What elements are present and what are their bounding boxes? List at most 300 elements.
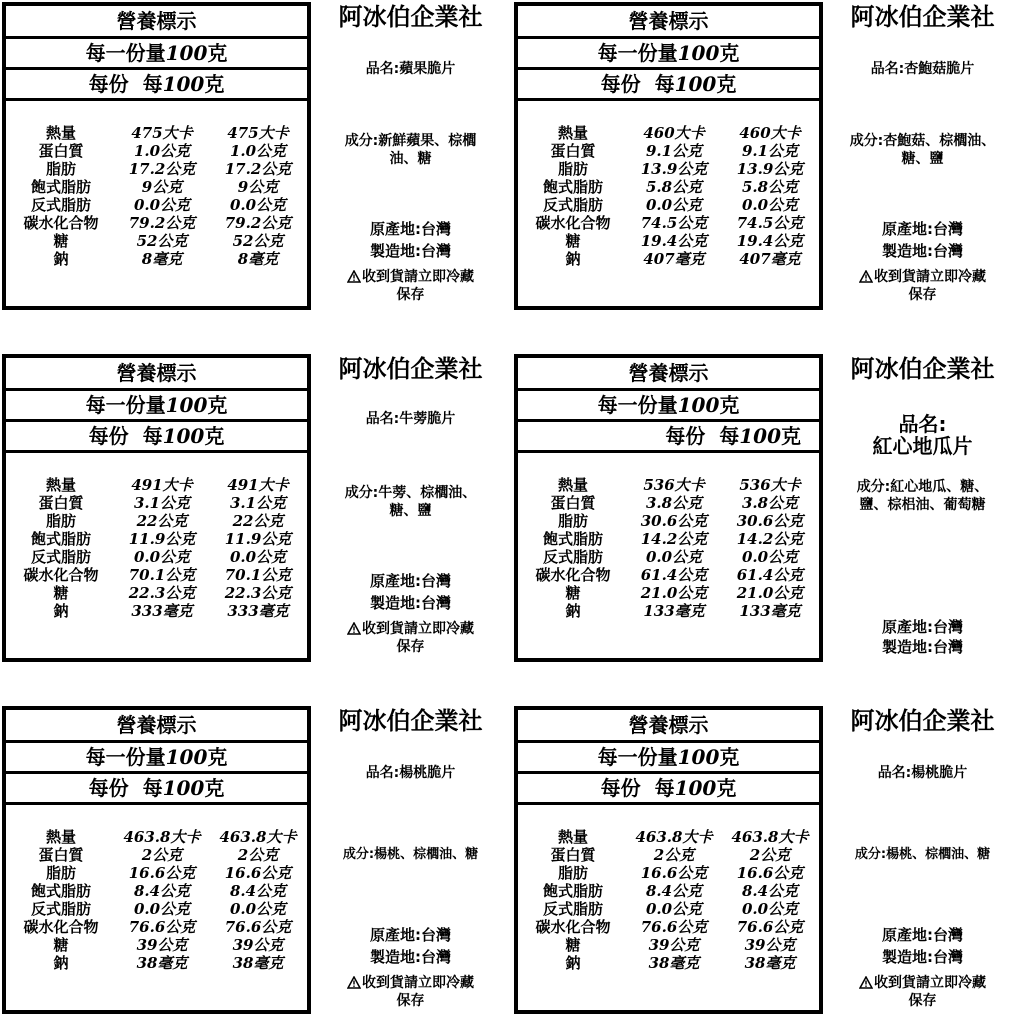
serving-number: 100 [165, 41, 208, 65]
nutrient-row-sodium [518, 954, 819, 972]
nutrient-per-serving: 3.1公克 [133, 494, 191, 512]
nutrient-name: 脂肪 [45, 512, 76, 530]
nutrient-name: 碳水化合物 [23, 566, 99, 584]
nutrient-row-carbohydrate [6, 214, 307, 232]
nutrient-row-fat [518, 160, 819, 178]
nutrient-name: 蛋白質 [38, 494, 84, 512]
nutrition-facts-box [2, 706, 311, 1014]
nutrient-name: 糖 [53, 232, 69, 250]
nutrient-per-100g: 22.3公克 [224, 584, 292, 602]
per100-prefix: 每 [142, 776, 163, 800]
serving-size-row [6, 391, 307, 422]
nutrient-name: 蛋白質 [38, 846, 84, 864]
manufacture-place: 製造地:台灣 [882, 638, 963, 656]
nutrition-facts-box [514, 2, 823, 310]
per100-prefix: 每 [142, 72, 163, 96]
nutrient-row-sodium [518, 602, 819, 620]
origin: 原產地:台灣 [370, 572, 451, 590]
nutrient-per-serving: 463.8大卡 [635, 828, 713, 846]
serving-unit: 克 [719, 41, 740, 65]
nutrient-name: 糖 [53, 936, 69, 954]
warning-text: 收到貨請立即冷藏 [362, 975, 474, 991]
nutrient-per-100g: 11.9公克 [224, 530, 292, 548]
nutrient-name: 碳水化合物 [535, 214, 611, 232]
per100-unit: 克 [716, 72, 737, 96]
product-name: 品名:蘋果脆片 [365, 61, 456, 77]
storage-warning [825, 268, 1020, 286]
warning-text-line-2: 保存 [396, 287, 425, 303]
per100-number: 100 [162, 424, 205, 448]
nutrient-per-100g: 0.0公克 [741, 548, 799, 566]
storage-warning [313, 268, 508, 286]
nutrient-table [518, 124, 819, 268]
column-header-row [6, 422, 307, 453]
serving-prefix: 每一份量 [597, 745, 678, 769]
ingredients-line-1: 成分:杏鮑菇、棕櫚油、 [849, 133, 996, 149]
nutrient-per-serving: 133毫克 [643, 602, 705, 620]
nutrient-per-serving: 79.2公克 [128, 214, 196, 232]
nutrition-header: 營養標示 [518, 358, 819, 391]
column-header-row [518, 774, 819, 805]
nutrition-facts-box [2, 354, 311, 662]
nutrition-header: 營養標示 [6, 710, 307, 743]
per100-unit: 克 [204, 72, 225, 96]
column-header-row [518, 70, 819, 101]
nutrient-name: 反式脂肪 [30, 548, 91, 566]
nutrient-per-100g: 0.0公克 [229, 900, 287, 918]
nutrient-per-100g: 475大卡 [227, 124, 289, 142]
company-name: 阿冰伯企業社 [338, 3, 483, 31]
column-header-row [518, 422, 819, 453]
column-header-row [6, 70, 307, 101]
nutrition-header: 營養標示 [518, 6, 819, 39]
ingredients-line-1: 成分:楊桃、棕櫚油、糖 [342, 847, 479, 862]
nutrient-name: 脂肪 [557, 512, 588, 530]
per-serving-label: 每份 [665, 424, 706, 448]
nutrient-name: 飽式脂肪 [30, 530, 91, 548]
warning-icon [347, 976, 361, 989]
nutrient-per-serving: 39公克 [136, 936, 188, 954]
nutrient-per-100g: 9.1公克 [741, 142, 799, 160]
nutrient-per-serving: 13.9公克 [640, 160, 708, 178]
product-name: 品名:牛蒡脆片 [365, 411, 456, 427]
nutrient-per-serving: 8.4公克 [133, 882, 191, 900]
nutrient-per-serving: 39公克 [648, 936, 700, 954]
nutrient-per-100g: 16.6公克 [736, 864, 804, 882]
nutrient-row-protein [518, 494, 819, 512]
nutrient-row-saturated-fat [6, 178, 307, 196]
per-serving-label: 每份 [88, 424, 129, 448]
nutrient-row-sodium [518, 250, 819, 268]
nutrient-table [6, 828, 307, 972]
nutrient-per-100g: 2公克 [237, 846, 279, 864]
per100-number: 100 [674, 72, 717, 96]
nutrient-row-sugar [6, 584, 307, 602]
nutrient-per-serving: 17.2公克 [128, 160, 196, 178]
serving-number: 100 [677, 393, 720, 417]
label-burdock-chips [0, 352, 508, 668]
product-name: 品名:杏鮑菇脆片 [870, 61, 975, 77]
nutrient-row-trans-fat [518, 548, 819, 566]
nutrient-row-fat [6, 160, 307, 178]
nutrient-per-serving: 460大卡 [643, 124, 705, 142]
nutrient-name: 鈉 [565, 954, 581, 972]
nutrient-per-serving: 30.6公克 [640, 512, 708, 530]
origin: 原產地:台灣 [370, 926, 451, 944]
nutrient-per-100g: 39公克 [744, 936, 796, 954]
nutrient-row-sugar [518, 232, 819, 250]
nutrient-name: 熱量 [45, 828, 76, 846]
nutrient-per-100g: 39公克 [232, 936, 284, 954]
nutrient-row-saturated-fat [518, 530, 819, 548]
per100-unit: 克 [781, 424, 801, 448]
manufacture-place: 製造地:台灣 [882, 948, 963, 966]
nutrient-per-serving: 491大卡 [131, 476, 193, 494]
serving-number: 100 [165, 393, 208, 417]
serving-prefix: 每一份量 [85, 745, 166, 769]
per-serving-label: 每份 [600, 72, 641, 96]
serving-prefix: 每一份量 [597, 41, 678, 65]
company-name: 阿冰伯企業社 [850, 3, 995, 31]
nutrient-per-100g: 0.0公克 [741, 196, 799, 214]
nutrient-row-protein [6, 846, 307, 864]
warning-text: 收到貨請立即冷藏 [362, 269, 474, 285]
warning-text-line-2: 保存 [396, 993, 425, 1009]
nutrient-row-energy [518, 828, 819, 846]
storage-warning [313, 620, 508, 638]
nutrient-per-100g: 8.4公克 [229, 882, 287, 900]
nutrient-per-serving: 9.1公克 [645, 142, 703, 160]
nutrient-per-serving: 407毫克 [643, 250, 705, 268]
warning-text-line-2: 保存 [908, 287, 937, 303]
nutrient-per-100g: 3.1公克 [229, 494, 287, 512]
nutrient-row-carbohydrate [518, 214, 819, 232]
nutrient-per-100g: 19.4公克 [736, 232, 804, 250]
nutrient-name: 熱量 [45, 124, 76, 142]
nutrient-per-100g: 536大卡 [739, 476, 801, 494]
serving-size-row [6, 39, 307, 70]
nutrient-name: 飽式脂肪 [542, 178, 603, 196]
serving-size-row [518, 391, 819, 422]
nutrient-row-trans-fat [6, 900, 307, 918]
per100-prefix: 每 [719, 424, 740, 448]
company-name: 阿冰伯企業社 [338, 707, 483, 735]
nutrient-per-serving: 22.3公克 [128, 584, 196, 602]
serving-unit: 克 [207, 745, 228, 769]
label-apple-chips [0, 0, 508, 316]
nutrition-header: 營養標示 [518, 710, 819, 743]
nutrient-per-serving: 70.1公克 [128, 566, 196, 584]
ingredients-line-1: 成分:牛蒡、棕櫚油、 [344, 485, 477, 501]
nutrient-row-fat [518, 512, 819, 530]
nutrient-per-100g: 1.0公克 [229, 142, 287, 160]
product-info [313, 704, 508, 1020]
serving-unit: 克 [207, 393, 228, 417]
nutrient-per-100g: 76.6公克 [736, 918, 804, 936]
warning-text: 收到貨請立即冷藏 [362, 621, 474, 637]
storage-warning [313, 974, 508, 992]
nutrient-per-serving: 21.0公克 [640, 584, 708, 602]
nutrient-per-serving: 463.8大卡 [123, 828, 201, 846]
nutrient-name: 熱量 [557, 476, 588, 494]
nutrient-per-100g: 0.0公克 [229, 196, 287, 214]
manufacture-place: 製造地:台灣 [370, 594, 451, 612]
nutrient-row-protein [518, 846, 819, 864]
per100-number: 100 [162, 776, 205, 800]
nutrient-name: 脂肪 [45, 160, 76, 178]
nutrition-header: 營養標示 [6, 6, 307, 39]
column-header-row [6, 774, 307, 805]
nutrient-per-100g: 61.4公克 [736, 566, 804, 584]
nutrient-name: 碳水化合物 [535, 566, 611, 584]
nutrient-per-100g: 74.5公克 [736, 214, 804, 232]
product-name-line-1: 品名: [898, 412, 947, 436]
nutrient-row-carbohydrate [518, 918, 819, 936]
nutrient-row-protein [6, 494, 307, 512]
nutrient-per-serving: 0.0公克 [645, 548, 703, 566]
serving-number: 100 [165, 745, 208, 769]
ingredients-line-2: 油、糖 [389, 151, 432, 167]
per100-prefix: 每 [654, 776, 675, 800]
serving-size-row [518, 743, 819, 774]
nutrient-row-fat [6, 864, 307, 882]
warning-icon [859, 976, 873, 989]
nutrient-per-100g: 38毫克 [232, 954, 284, 972]
serving-number: 100 [677, 745, 720, 769]
nutrient-per-serving: 3.8公克 [645, 494, 703, 512]
nutrient-per-serving: 0.0公克 [645, 196, 703, 214]
nutrient-name: 碳水化合物 [23, 214, 99, 232]
nutrient-per-100g: 2公克 [749, 846, 791, 864]
nutrient-per-100g: 460大卡 [739, 124, 801, 142]
nutrient-per-100g: 16.6公克 [224, 864, 292, 882]
product-name: 品名:楊桃脆片 [365, 765, 456, 781]
label-starfruit-chips-2 [512, 704, 1020, 1020]
serving-prefix: 每一份量 [85, 41, 166, 65]
product-info [825, 0, 1020, 316]
nutrient-per-serving: 16.6公克 [128, 864, 196, 882]
company-name: 阿冰伯企業社 [850, 355, 995, 383]
nutrient-row-sugar [518, 936, 819, 954]
per100-number: 100 [739, 424, 781, 448]
nutrient-per-serving: 38毫克 [648, 954, 700, 972]
nutrient-name: 蛋白質 [38, 142, 84, 160]
company-name: 阿冰伯企業社 [338, 355, 483, 383]
ingredients-line-1: 成分:紅心地瓜、糖、 [856, 479, 989, 495]
nutrient-per-100g: 463.8大卡 [731, 828, 809, 846]
nutrient-name: 飽式脂肪 [542, 530, 603, 548]
nutrient-row-saturated-fat [518, 882, 819, 900]
nutrient-per-serving: 1.0公克 [133, 142, 191, 160]
nutrient-per-100g: 22公克 [232, 512, 284, 530]
nutrient-per-serving: 475大卡 [131, 124, 193, 142]
nutrient-per-100g: 70.1公克 [224, 566, 292, 584]
serving-prefix: 每一份量 [85, 393, 166, 417]
nutrient-row-trans-fat [6, 196, 307, 214]
nutrient-table [6, 476, 307, 620]
nutrient-per-serving: 0.0公克 [133, 548, 191, 566]
per100-prefix: 每 [654, 72, 675, 96]
serving-size-row [6, 743, 307, 774]
nutrient-per-serving: 0.0公克 [133, 900, 191, 918]
ingredients-line-2: 鹽、棕梠油、葡萄糖 [859, 497, 986, 513]
nutrient-per-100g: 21.0公克 [736, 584, 804, 602]
nutrient-per-100g: 0.0公克 [741, 900, 799, 918]
warning-icon [347, 622, 361, 635]
nutrient-row-protein [6, 142, 307, 160]
warning-icon [347, 270, 361, 283]
warning-icon [859, 270, 873, 283]
nutrient-name: 飽式脂肪 [30, 882, 91, 900]
serving-size-row [518, 39, 819, 70]
origin: 原產地:台灣 [370, 220, 451, 238]
serving-unit: 克 [719, 745, 740, 769]
nutrient-per-serving: 38毫克 [136, 954, 188, 972]
nutrient-per-serving: 0.0公克 [645, 900, 703, 918]
per-serving-label: 每份 [88, 72, 129, 96]
nutrient-table [518, 476, 819, 620]
warning-text-line-2: 保存 [396, 639, 425, 655]
nutrient-row-energy [518, 124, 819, 142]
nutrient-per-serving: 74.5公克 [640, 214, 708, 232]
nutrient-name: 脂肪 [557, 864, 588, 882]
per100-unit: 克 [204, 424, 225, 448]
nutrient-name: 熱量 [557, 124, 588, 142]
nutrient-name: 脂肪 [557, 160, 588, 178]
nutrient-row-trans-fat [518, 900, 819, 918]
nutrient-name: 反式脂肪 [542, 548, 603, 566]
per100-number: 100 [162, 72, 205, 96]
ingredients-line-2: 糖、鹽 [901, 151, 944, 167]
nutrient-row-sodium [6, 954, 307, 972]
label-mushroom-chips [512, 0, 1020, 316]
per100-prefix: 每 [142, 424, 163, 448]
nutrient-row-sugar [518, 584, 819, 602]
nutrient-per-100g: 463.8大卡 [219, 828, 297, 846]
nutrient-row-saturated-fat [6, 882, 307, 900]
nutrient-name: 碳水化合物 [535, 918, 611, 936]
nutrient-per-serving: 16.6公克 [640, 864, 708, 882]
nutrient-row-protein [518, 142, 819, 160]
nutrient-per-serving: 9公克 [141, 178, 183, 196]
nutrient-row-energy [518, 476, 819, 494]
nutrient-per-100g: 14.2公克 [736, 530, 804, 548]
nutrient-name: 反式脂肪 [30, 900, 91, 918]
nutrient-row-fat [6, 512, 307, 530]
nutrient-per-100g: 9公克 [237, 178, 279, 196]
nutrient-name: 蛋白質 [550, 846, 596, 864]
warning-text: 收到貨請立即冷藏 [874, 975, 986, 991]
nutrient-table [518, 828, 819, 972]
nutrient-row-fat [518, 864, 819, 882]
nutrient-name: 脂肪 [45, 864, 76, 882]
product-name-line-2: 紅心地瓜片 [872, 434, 973, 458]
nutrient-row-saturated-fat [518, 178, 819, 196]
nutrient-per-100g: 333毫克 [227, 602, 289, 620]
origin: 原產地:台灣 [882, 926, 963, 944]
nutrient-row-energy [6, 476, 307, 494]
ingredients-line-1: 成分:楊桃、棕櫚油、糖 [854, 847, 991, 862]
nutrient-name: 碳水化合物 [23, 918, 99, 936]
product-info [825, 704, 1020, 1020]
origin: 原產地:台灣 [882, 220, 963, 238]
nutrient-name: 鈉 [53, 250, 69, 268]
manufacture-place: 製造地:台灣 [370, 948, 451, 966]
nutrient-per-serving: 8.4公克 [645, 882, 703, 900]
manufacture-place: 製造地:台灣 [370, 242, 451, 260]
nutrient-per-100g: 38毫克 [744, 954, 796, 972]
nutrient-name: 熱量 [557, 828, 588, 846]
nutrition-facts-box [514, 706, 823, 1014]
nutrient-per-serving: 2公克 [653, 846, 695, 864]
nutrient-per-serving: 333毫克 [131, 602, 193, 620]
warning-text: 收到貨請立即冷藏 [874, 269, 986, 285]
nutrient-per-serving: 14.2公克 [640, 530, 708, 548]
per100-number: 100 [674, 776, 717, 800]
nutrition-facts-box [514, 354, 823, 662]
nutrient-row-sugar [6, 936, 307, 954]
nutrient-per-100g: 491大卡 [227, 476, 289, 494]
nutrient-row-trans-fat [6, 548, 307, 566]
nutrient-per-100g: 8毫克 [237, 250, 279, 268]
nutrient-row-sugar [6, 232, 307, 250]
nutrient-name: 鈉 [53, 602, 69, 620]
nutrient-name: 糖 [565, 584, 581, 602]
nutrient-per-serving: 76.6公克 [128, 918, 196, 936]
nutrient-row-energy [6, 828, 307, 846]
nutrient-per-serving: 19.4公克 [640, 232, 708, 250]
per100-unit: 克 [716, 776, 737, 800]
nutrient-name: 鈉 [565, 602, 581, 620]
nutrient-per-serving: 52公克 [136, 232, 188, 250]
nutrient-row-saturated-fat [6, 530, 307, 548]
nutrient-per-serving: 8毫克 [141, 250, 183, 268]
nutrient-per-serving: 11.9公克 [128, 530, 196, 548]
nutrient-per-100g: 3.8公克 [741, 494, 799, 512]
nutrient-name: 糖 [53, 584, 69, 602]
nutrient-name: 糖 [565, 936, 581, 954]
ingredients-line-2: 糖、鹽 [389, 503, 432, 519]
nutrient-per-serving: 2公克 [141, 846, 183, 864]
serving-unit: 克 [719, 393, 740, 417]
nutrient-name: 飽式脂肪 [30, 178, 91, 196]
nutrient-table [6, 124, 307, 268]
nutrient-name: 飽式脂肪 [542, 882, 603, 900]
label-sweet-potato-chips [512, 352, 1020, 668]
nutrient-per-100g: 133毫克 [739, 602, 801, 620]
nutrient-per-serving: 0.0公克 [133, 196, 191, 214]
nutrition-facts-box [2, 2, 311, 310]
nutrient-per-100g: 407毫克 [739, 250, 801, 268]
nutrient-per-serving: 22公克 [136, 512, 188, 530]
nutrient-row-sodium [6, 602, 307, 620]
nutrition-header: 營養標示 [6, 358, 307, 391]
product-info [313, 0, 508, 316]
nutrient-per-100g: 52公克 [232, 232, 284, 250]
nutrient-row-energy [6, 124, 307, 142]
nutrient-per-serving: 536大卡 [643, 476, 705, 494]
nutrient-row-carbohydrate [6, 918, 307, 936]
manufacture-place: 製造地:台灣 [882, 242, 963, 260]
origin: 原產地:台灣 [882, 618, 963, 636]
nutrient-name: 反式脂肪 [30, 196, 91, 214]
nutrient-name: 蛋白質 [550, 142, 596, 160]
product-info [313, 352, 508, 668]
nutrient-per-serving: 76.6公克 [640, 918, 708, 936]
nutrient-name: 鈉 [565, 250, 581, 268]
per100-unit: 克 [204, 776, 225, 800]
nutrient-per-100g: 5.8公克 [741, 178, 799, 196]
